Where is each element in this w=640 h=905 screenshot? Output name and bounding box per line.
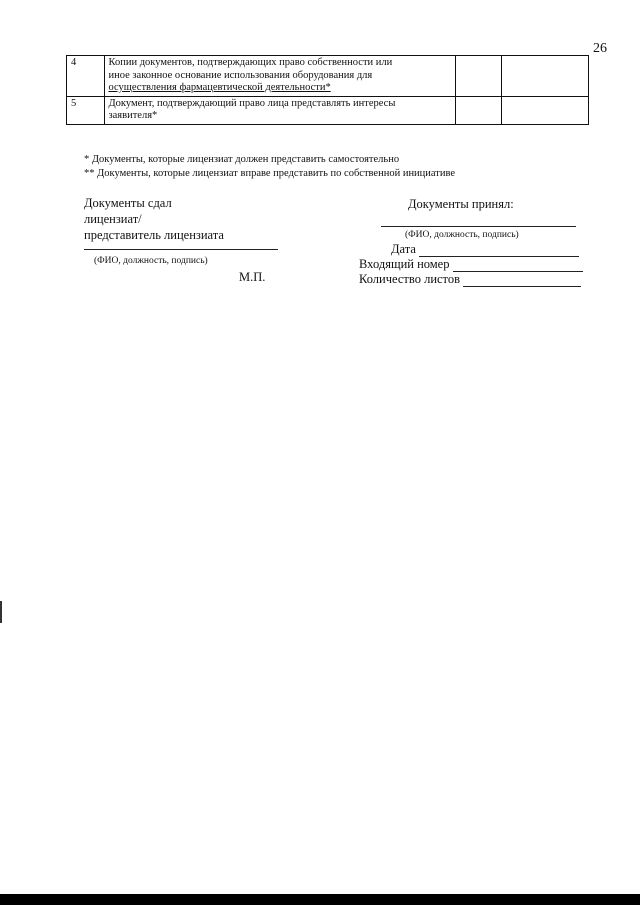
submitted-by-line: представитель лицензиата — [84, 228, 224, 242]
incoming-number-label: Входящий номер — [359, 257, 450, 271]
row-mark-cell — [456, 96, 502, 124]
date-label: Дата — [391, 242, 416, 256]
footnote-optional: ** Документы, которые лицензиат вправе представить по собственной инициативе — [84, 168, 456, 179]
row-description-line: Документ, подтверждающий право лица представлять интересы — [108, 97, 396, 109]
row-mark-cell — [456, 56, 502, 97]
sheet-count-blank — [463, 274, 581, 287]
row-description — [104, 96, 456, 124]
scan-edge-mark — [0, 601, 2, 623]
row-description-line: иное законное основание использования оборудования для — [108, 69, 373, 81]
submitted-by-line: лицензиат/ — [84, 212, 142, 226]
signature-line-receiver — [381, 226, 576, 227]
row-number: 4 — [67, 56, 105, 97]
row-description-line: заявителя* — [108, 110, 158, 121]
table-row — [67, 56, 589, 97]
date-field — [391, 242, 579, 257]
sheet-count-label: Количество листов — [359, 272, 461, 286]
row-description — [104, 56, 456, 97]
row-description-line: Копии документов, подтверждающих право собственности или — [108, 57, 393, 68]
date-blank — [419, 244, 579, 257]
table-row — [67, 96, 589, 124]
incoming-number-field — [359, 257, 583, 272]
sheet-count-field — [359, 272, 581, 287]
accepted-by-title: Документы принял: — [408, 197, 514, 211]
incoming-number-blank — [453, 259, 583, 272]
documents-table — [66, 55, 589, 125]
row-sheets-cell — [501, 56, 588, 97]
signature-line-submitter — [84, 249, 278, 250]
row-number: 5 — [67, 96, 105, 124]
footnote-mandatory: * Документы, которые лицензиат должен представить самостоятельно — [84, 154, 400, 165]
signature-caption-submitter: (ФИО, должность, подпись) — [94, 256, 208, 266]
row-description-line: осуществления фармацевтической деятельности* — [108, 82, 331, 93]
submitted-by-block — [84, 195, 224, 243]
stamp-place-label: М.П. — [239, 270, 266, 284]
signature-caption-receiver: (ФИО, должность, подпись) — [405, 230, 519, 240]
scan-bottom-band — [0, 894, 640, 905]
submitted-by-line: Документы сдал — [84, 196, 172, 210]
footnotes — [84, 153, 455, 181]
page-number: 26 — [593, 41, 607, 56]
row-sheets-cell — [501, 96, 588, 124]
